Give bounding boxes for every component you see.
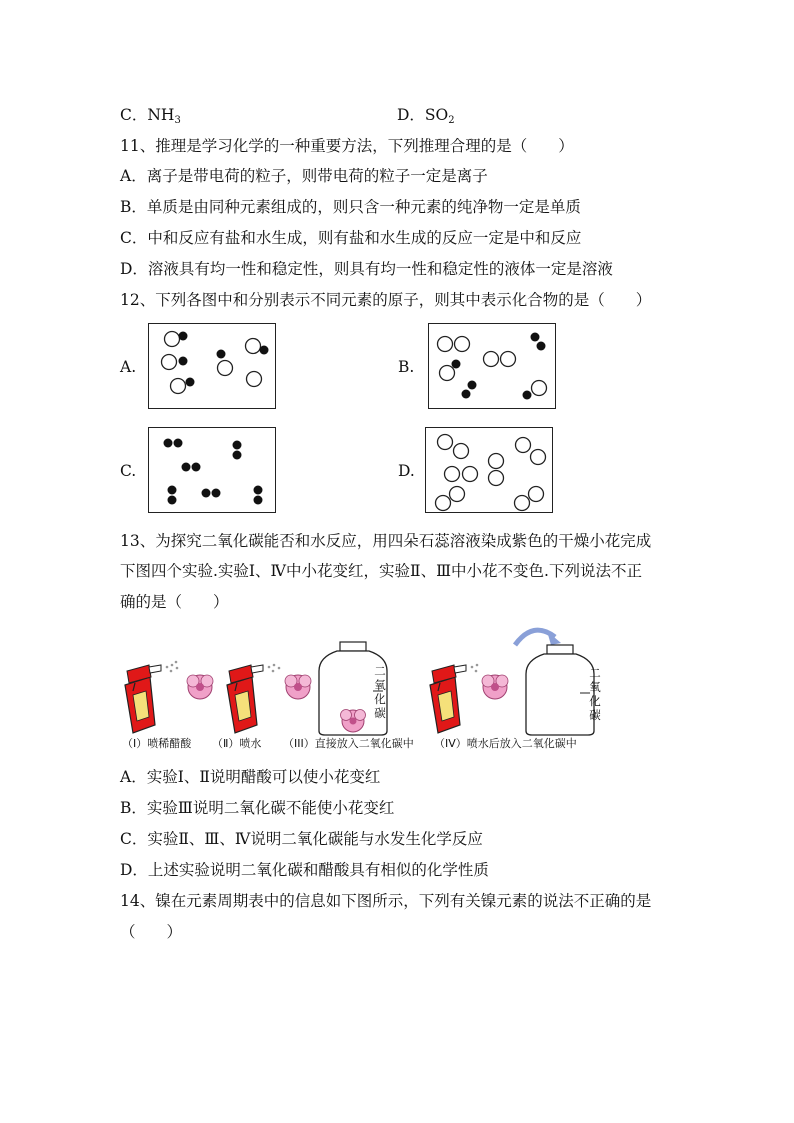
- q12-diagram-c[interactable]: [148, 427, 276, 513]
- q12-label-c: C.: [120, 462, 137, 480]
- spray-bottle-icon-2: [227, 665, 263, 733]
- spray-bottle-icon-1: [125, 665, 161, 733]
- curved-arrow-icon: [515, 630, 561, 645]
- q13-option-b: B．实验Ⅲ说明二氧化碳不能使小花变红: [120, 799, 395, 817]
- molecule-diagram-a: [149, 324, 277, 410]
- molecule-diagram-c: [149, 428, 277, 514]
- q12-diagram-b[interactable]: [428, 323, 556, 409]
- spray-bottle-icon-4: [430, 665, 466, 733]
- q12-label-a: A.: [120, 358, 137, 376]
- gas-jar-icon-4: [526, 645, 594, 735]
- q13-stem-line1: 13、为探究二氧化碳能否和水反应，用四朵石蕊溶液染成紫色的干燥小花完成: [120, 532, 652, 550]
- q14-answer-paren: （ ）: [120, 923, 183, 941]
- q13-stem-line2: 下图四个实验.实验Ⅰ、Ⅳ中小花变红，实验Ⅱ、Ⅲ中小花不变色.下列说法不正: [120, 562, 642, 580]
- spray-mist-icon-1: [166, 661, 179, 673]
- flower-icon-2: [285, 675, 311, 699]
- molecule-diagram-b: [429, 324, 557, 410]
- experiment-figure: [115, 615, 615, 750]
- q11-option-c: C．中和反应有盐和水生成，则有盐和水生成的反应一定是中和反应: [120, 229, 582, 247]
- q13-stem-line3: 确的是（ ）: [120, 593, 229, 611]
- molecule-diagram-d: [426, 428, 554, 514]
- q11-stem: 11、推理是学习化学的一种重要方法，下列推理合理的是（ ）: [120, 137, 574, 155]
- caption-experiment-1: （I）喷稀醋酸: [122, 737, 192, 750]
- q11-option-a: A．离子是带电荷的粒子，则带电荷的粒子一定是离子: [120, 167, 488, 185]
- caption-experiment-2: （Ⅱ）喷水: [212, 737, 262, 750]
- q13-option-d: D．上述实验说明二氧化碳和醋酸具有相似的化学性质: [120, 861, 489, 879]
- q12-stem: 12、下列各图中和分别表示不同元素的原子，则其中表示化合物的是（ ）: [120, 291, 652, 309]
- flower-icon-4: [482, 675, 508, 699]
- caption-experiment-3: （III）直接放入二氧化碳中: [283, 737, 414, 750]
- jar-label-co2-3: 二 氧 化 碳: [374, 664, 386, 720]
- q10-option-d: D．$SO_2$: [397, 106, 455, 126]
- q13-option-c: C．实验Ⅱ、Ⅲ、Ⅳ说明二氧化碳能与水发生化学反应: [120, 830, 483, 848]
- q12-label-d: D.: [398, 462, 415, 480]
- q12-diagram-d[interactable]: [425, 427, 553, 513]
- q10-option-c: C．$NH_3$: [120, 106, 181, 126]
- flower-icon-1: [187, 675, 213, 699]
- q13-option-a: A．实验Ⅰ、Ⅱ说明醋酸可以使小花变红: [120, 768, 381, 786]
- q12-diagram-a[interactable]: [148, 323, 276, 409]
- q12-label-b: B.: [398, 358, 415, 376]
- jar-label-co2-4: 二 氧 化 碳: [589, 666, 601, 722]
- q14-stem: 14、镍在元素周期表中的信息如下图所示，下列有关镍元素的说法不正确的是: [120, 892, 652, 910]
- spray-mist-icon-2: [268, 664, 281, 673]
- q11-option-d: D．溶液具有均一性和稳定性，则具有均一性和稳定性的液体一定是溶液: [120, 260, 613, 278]
- q11-option-b: B．单质是由同种元素组成的，则只含一种元素的纯净物一定是单质: [120, 198, 581, 216]
- spray-mist-icon-4: [471, 664, 479, 673]
- caption-experiment-4: （IV）喷水后放入二氧化碳中: [434, 737, 577, 750]
